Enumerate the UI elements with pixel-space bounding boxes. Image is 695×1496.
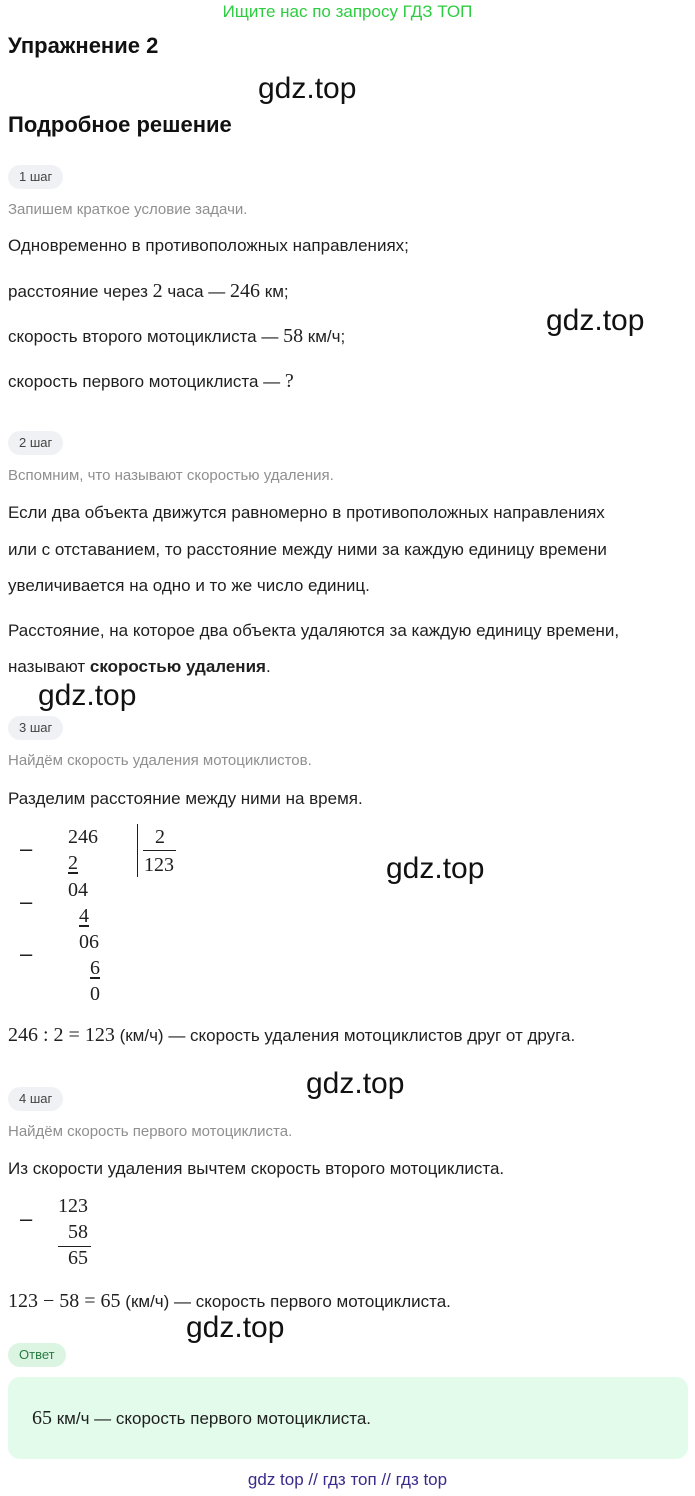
minuend: 123 [58, 1195, 88, 1217]
division-bar [137, 824, 138, 877]
step-chip-4: 4 шаг [8, 1087, 63, 1111]
search-banner[interactable]: Ищите нас по запросу ГДЗ ТОП [222, 2, 473, 21]
step-4-text: Из скорости удаления вычтем скорость второго мотоциклиста. [8, 1159, 505, 1178]
difference: 65 [68, 1247, 88, 1269]
watermark: gdz.top [258, 72, 357, 105]
remainder: 04 [68, 879, 88, 901]
definition-line-1: Если два объекта движутся равномерно в противоположных направлениях [8, 503, 605, 522]
answer-text: 65 км/ч — скорость первого мотоциклиста. [32, 1407, 372, 1429]
watermark: gdz.top [38, 679, 137, 712]
answer-chip: Ответ [8, 1343, 66, 1367]
dividend: 246 [68, 826, 98, 848]
subtrahend: 2 [68, 852, 78, 874]
page-title: Упражнение 2 [8, 33, 159, 58]
subtrahend: 6 [90, 957, 100, 979]
subtrahend: 58 [68, 1221, 88, 1243]
minus-sign: – [20, 941, 33, 966]
minus-sign: – [20, 1206, 33, 1231]
minus-sign: – [20, 889, 33, 914]
condition-line-2: расстояние через 2 часа — 246 км; [8, 280, 289, 302]
step-chip-2: 2 шаг [8, 431, 63, 455]
minus-sign: – [20, 836, 33, 861]
condition-line-1: Одновременно в противоположных направлениях; [8, 236, 409, 255]
watermark: gdz.top [386, 852, 485, 885]
condition-line-3: скорость второго мотоциклиста — 58 км/ч; [8, 325, 346, 347]
definition-line-4: Расстояние, на которое два объекта удаляются за каждую единицу времени, [8, 621, 620, 640]
remainder: 0 [90, 983, 100, 1005]
step-note-4: Найдём скорость первого мотоциклиста. [8, 1123, 293, 1140]
footer-links[interactable]: gdz top // гдз топ // гдз top [247, 1470, 448, 1489]
divisor: 2 [155, 826, 165, 848]
section-title: Подробное решение [8, 112, 232, 137]
step-3-result: 246 : 2 = 123 (км/ч) — скорость удаления мотоциклистов друг от друга. [8, 1024, 576, 1046]
quotient: 123 [144, 854, 174, 876]
step-note-3: Найдём скорость удаления мотоциклистов. [8, 752, 312, 769]
divisor-line [143, 850, 176, 851]
step-4-result: 123 − 58 = 65 (км/ч) — скорость первого мотоциклиста. [8, 1290, 451, 1312]
watermark: gdz.top [186, 1311, 285, 1344]
definition-line-2: или с отставанием, то расстояние между ними за каждую единицу времени [8, 540, 607, 559]
step-note-1: Запишем краткое условие задачи. [8, 201, 248, 218]
step-chip-1: 1 шаг [8, 165, 63, 189]
subtrahend: 4 [79, 905, 89, 927]
condition-line-4: скорость первого мотоциклиста — ? [8, 370, 294, 392]
definition-line-5: называют скоростью удаления. [8, 657, 271, 676]
remainder: 06 [79, 931, 99, 953]
watermark: gdz.top [306, 1067, 405, 1100]
definition-line-3: увеличивается на одно и то же число единиц. [8, 576, 370, 595]
step-3-text: Разделим расстояние между ними на время. [8, 789, 363, 808]
watermark: gdz.top [546, 304, 645, 337]
step-chip-3: 3 шаг [8, 716, 63, 740]
step-note-2: Вспомним, что называют скоростью удаления. [8, 467, 334, 484]
